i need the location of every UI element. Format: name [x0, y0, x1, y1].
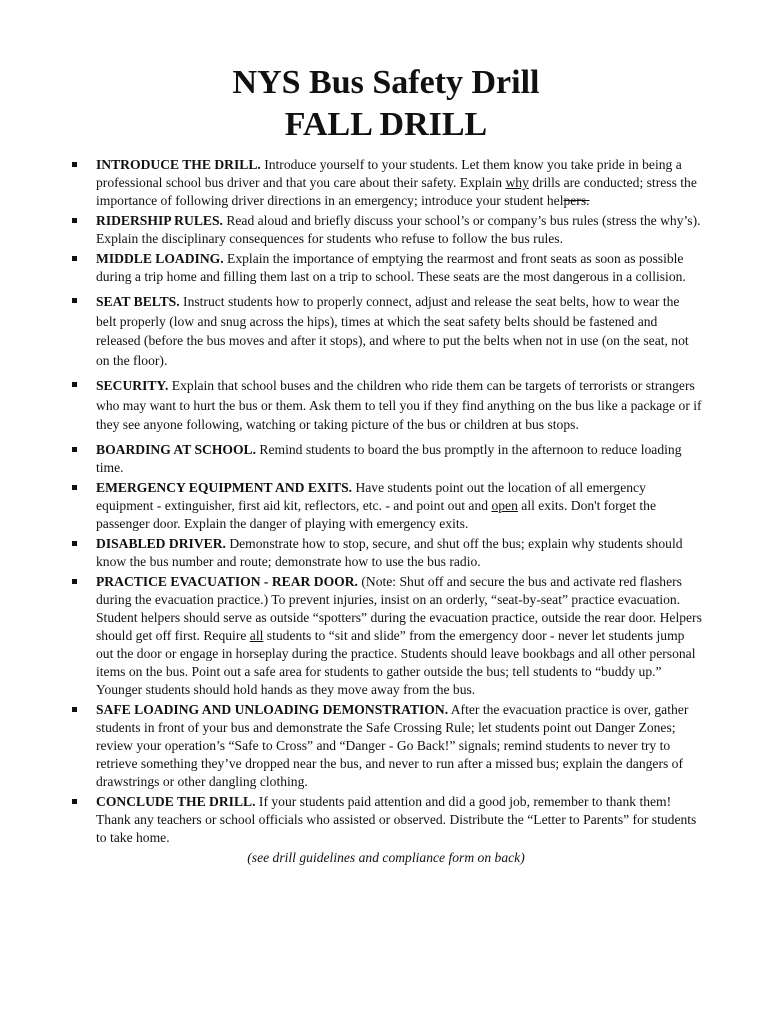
square-bullet-icon — [72, 218, 77, 223]
list-item-ridership-rules — [70, 212, 702, 248]
item-text: drills are conducted; stress the importance of following driver directions in an emergency; introduce your student hel — [96, 175, 697, 208]
square-bullet-icon — [72, 707, 77, 712]
item-text: Introduce yourself to your students. Let them know you take pride in being a professional school bus driver and that you care about their safety. Explain — [96, 157, 682, 190]
item-struck-text: pers. — [563, 193, 590, 208]
item-text: all exits. Don't forget the passenger door. Explain the danger of playing with emergency exits. — [96, 497, 656, 531]
item-heading: PRACTICE EVACUATION - REAR DOOR. — [96, 573, 358, 589]
item-heading: SECURITY. — [96, 378, 169, 393]
item-heading: RIDERSHIP RULES. — [96, 213, 223, 228]
list-item-seat-belts — [70, 292, 702, 370]
footer-note: (see drill guidelines and compliance form on back) — [247, 849, 525, 865]
list-item-safe-loading-unloading — [70, 701, 702, 791]
item-text: Remind students to board the bus promptly in the afternoon to reduce loading time. — [96, 441, 682, 475]
item-underlined-text: all — [249, 627, 264, 643]
list-item-boarding-at-school — [70, 441, 702, 477]
square-bullet-icon — [72, 541, 77, 546]
item-text: (Note: Shut off and secure the bus and activate red flashers during the evacuation practice.) To prevent injuries, insist on an orderly, “seat-by-seat” practice evacuation. Student helpers should serve as outside “spotters” during the evacuation practice, outside the rear door. Helpers should get off first. Require — [96, 573, 702, 643]
item-text: Explain that school buses and the children who ride them can be targets of terrorists or strangers who may want to hurt the bus or them. Ask them to tell you if they find anything on the bus like a package or if they see anyone following, watching or taking picture of the bus or children at bus stops. — [96, 378, 702, 432]
title-block — [70, 62, 702, 146]
list-item-emergency-equipment — [70, 479, 702, 533]
item-text: Instruct students how to properly connect, adjust and release the seat belts, how to wear the belt properly (low and snug across the hips), times at which the seat safety belts should be fastened and released (before the bus moves and after it stops), and where to put the belts when not in use (on the seat, not on the floor). — [96, 294, 689, 368]
item-text: Demonstrate how to stop, secure, and shut off the bus; explain why students should know the bus number and route; demonstrate how to use the bus radio. — [96, 535, 683, 569]
document-title: NYS Bus Safety Drill — [232, 64, 540, 101]
item-heading: BOARDING AT SCHOOL. — [96, 441, 257, 457]
square-bullet-icon — [72, 799, 77, 804]
item-text: Explain the importance of emptying the rearmost and front seats as soon as possible during a trip home and filling them last on a trip to school. These seats are the most dangerous in a collision. — [96, 251, 686, 284]
item-heading: INTRODUCE THE DRILL. — [96, 157, 261, 172]
list-item-practice-evacuation — [70, 573, 702, 699]
item-heading: SAFE LOADING AND UNLOADING DEMONSTRATION. — [96, 701, 449, 717]
list-item-middle-loading — [70, 250, 702, 286]
item-text: After the evacuation practice is over, gather students in front of your bus and demonstrate the Safe Crossing Rule; let students point out Danger Zones; review your operation’s “Safe to Cross” and “Danger - Go Back!” signals; remind students to never try to retrieve something they’ve dropped near the bus, and never to run after a missed bus; explain the dangers of drawstrings or other dangling clothing. — [96, 701, 689, 789]
square-bullet-icon — [72, 447, 77, 452]
item-text: Read aloud and briefly discuss your school’s or company’s bus rules (stress the why’s). Explain the disciplinary consequences for students who refuse to follow the bus rules. — [96, 213, 701, 246]
square-bullet-icon — [72, 298, 77, 303]
item-heading: MIDDLE LOADING. — [96, 251, 224, 266]
item-heading: EMERGENCY EQUIPMENT AND EXITS. — [96, 479, 353, 495]
square-bullet-icon — [72, 256, 77, 261]
list-item-disabled-driver — [70, 535, 702, 571]
square-bullet-icon — [72, 382, 77, 387]
list-item-introduce-the-drill — [70, 156, 702, 210]
document-subtitle: FALL DRILL — [284, 106, 488, 143]
list-item-conclude-the-drill — [70, 793, 702, 847]
item-heading: DISABLED DRIVER. — [96, 535, 226, 551]
square-bullet-icon — [72, 579, 77, 584]
list-item-security — [70, 376, 702, 435]
item-text: If your students paid attention and did a good job, remember to thank them! Thank any teachers or school officials who assisted or observed. Distribute the “Letter to Parents” for students to take home. — [96, 793, 697, 845]
square-bullet-icon — [72, 485, 77, 490]
drill-steps-list — [70, 156, 702, 847]
item-text: students to “sit and slide” from the emergency door - never let students jump out the door or engage in horseplay during the practice. Students should leave bookbags and all other personal items on the bus. Point out a safe area for students to gather outside the bus; tell students to “buddy up.” Younger students should hold hands as they move away from the bus. — [96, 627, 696, 697]
item-text: Have students point out the location of all emergency equipment - extinguisher, first aid kit, reflectors, etc. - and point out and — [96, 479, 646, 513]
square-bullet-icon — [72, 162, 77, 167]
item-heading: SEAT BELTS. — [96, 294, 180, 309]
item-heading: CONCLUDE THE DRILL. — [96, 793, 256, 809]
item-underlined-text: open — [491, 497, 518, 513]
item-underlined-text: why — [505, 175, 529, 190]
